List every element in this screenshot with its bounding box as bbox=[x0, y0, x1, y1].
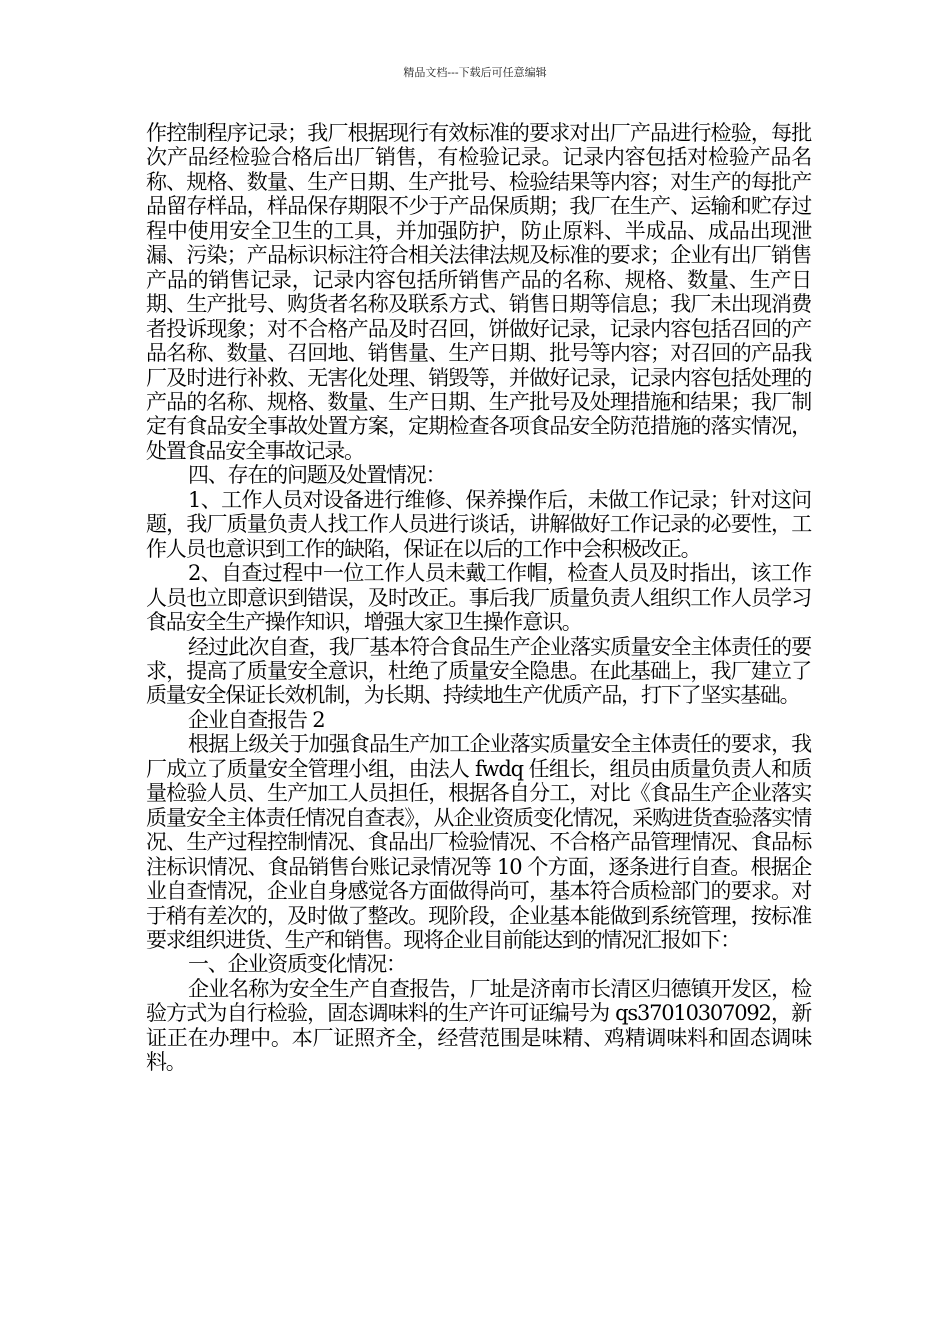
paragraph-problem-1: 1、工作人员对设备进行维修、保养操作后，未做工作记录；针对这问题，我厂质量负责人找工作人员进行谈话，讲解做好工作记录的必要性，工作人员也意识到工作的缺陷，保证在以后的工作中会积极改正。 bbox=[146, 487, 811, 561]
paragraph-conclusion: 经过此次自查，我厂基本符合食品生产企业落实质量安全主体责任的要求，提高了质量安全意识，杜绝了质量安全隐患。在此基础上，我厂建立了质量安全保证长效机制，为长期、持续地生产优质产品，打下了坚实基础。 bbox=[146, 634, 811, 708]
report-2-title: 企业自查报告 2 bbox=[188, 707, 325, 732]
paragraph-report-2-intro: 根据上级关于加强食品生产加工企业落实质量安全主体责任的要求，我厂成立了质量安全管理小组，由法人 fwdq 任组长，组员由质量负责人和质量检验人员、生产加工人员担任，根据各自分工，对比《食品生产企业落实质量安全主体责任情况自查表》，从企业资质变化情况，采购进货查验落实情况、生产过程控制情况、食品出厂检验情况、不合格产品管理情况、食品标注标识情况、食品销售台账记录情况等 10 个方面，逐条进行自查。根据企业自查情况，企业自身感觉各方面做得尚可，基本符合质检部门的要求。对于稍有差次的，及时做了整改。现阶段，企业基本能做到系统管理，按标准要求组织进货、生产和销售。现将企业目前能达到的情况汇报如下： bbox=[146, 732, 811, 952]
paragraph-problem-2: 2、自查过程中一位工作人员未戴工作帽，检查人员及时指出，该工作人员也立即意识到错误，及时改正。事后我厂质量负责人组织工作人员学习食品安全生产操作知识，增强大家卫生操作意识。 bbox=[146, 561, 811, 635]
paragraph-company-info: 企业名称为安全生产自查报告，厂址是济南市长清区归德镇开发区，检验方式为自行检验，固态调味料的生产许可证编号为 qs37010307092，新证正在办理中。本厂证照齐全，经营范围是味精、鸡精调味料和固态调味料。 bbox=[146, 976, 811, 1075]
page-header: 精品文档---下载后可任意编辑 bbox=[403, 66, 547, 79]
document-body bbox=[146, 121, 811, 1075]
paragraph-quality-control-records: 作控制程序记录；我厂根据现行有效标准的要求对出厂产品进行检验，每批次产品经检验合格后出厂销售，有检验记录。记录内容包括对检验产品名称、规格、数量、生产日期、生产批号、检验结果等内容；对生产的每批产品留存样品，样品保存期限不少于产品保质期；我厂在生产、运输和贮存过程中使用安全卫生的工具，并加强防护，防止原料、半成品、成品出现泄漏、污染；产品标识标注符合相关法律法规及标准的要求；企业有出厂销售产品的销售记录，记录内容包括所销售产品的名称、规格、数量、生产日期、生产批号、购货者名称及联系方式、销售日期等信息；我厂未出现消费者投诉现象；对不合格产品及时召回，饼做好记录，记录内容包括召回的产品名称、数量、召回地、销售量、生产日期、批号等内容；对召回的产品我厂及时进行补救、无害化处理、销毁等，并做好记录，记录内容包括处理的产品的名称、规格、数量、生产日期、生产批号及处理措施和结果；我厂制定有食品安全事故处置方案，定期检查各项食品安全防范措施的落实情况，处置食品安全事故记录。 bbox=[146, 121, 811, 463]
section-heading-qualification: 一、企业资质变化情况： bbox=[188, 952, 406, 977]
section-heading-problems: 四、存在的问题及处置情况： bbox=[188, 463, 446, 488]
